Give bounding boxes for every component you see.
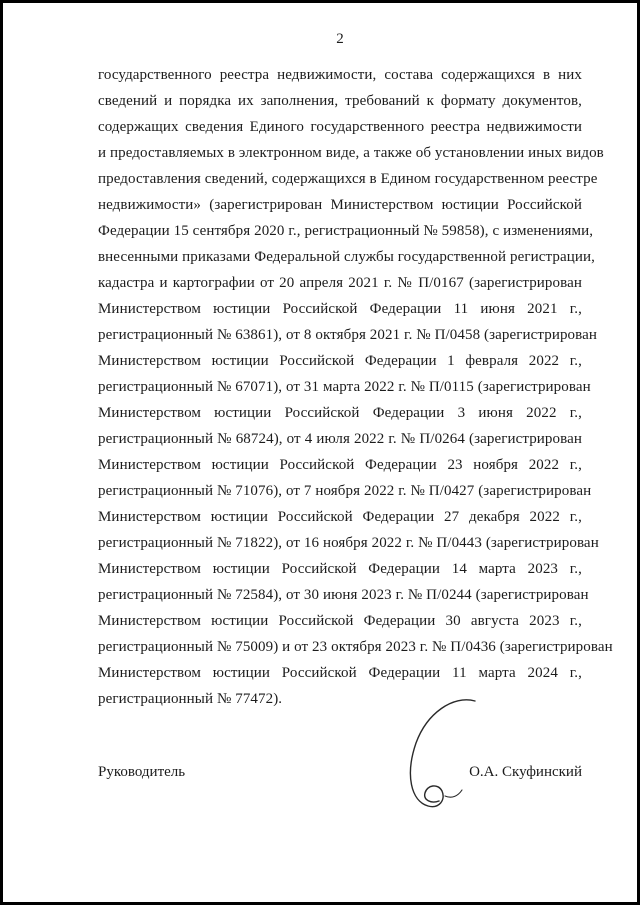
position-label: Руководитель [98,764,186,780]
body-line: регистрационный № 77472). [98,691,283,707]
body-line: содержащих сведения Единого государственного реестра недвижимости [98,119,582,135]
signatory-name: О.А. Скуфинский [469,764,582,780]
body-line: недвижимости» (зарегистрирован Министерством юстиции Российской [98,197,582,213]
body-line: кадастра и картографии от 20 апреля 2021 г. № П/0167 (зарегистрирован [98,275,582,291]
body-line: Министерством юстиции Российской Федерации 14 марта 2023 г., [98,561,582,577]
body-line: регистрационный № 75009) и от 23 октября 2023 г. № П/0436 (зарегистрирован [98,639,613,655]
page-number: 2 [336,31,344,47]
body-line: внесенными приказами Федеральной службы государственной регистрации, [98,249,595,265]
body-line: регистрационный № 72584), от 30 июня 2023 г. № П/0244 (зарегистрирован [98,587,589,603]
body-line: предоставления сведений, содержащихся в Едином государственном реестре [98,171,598,187]
body-line: Министерством юстиции Российской Федерации 27 декабря 2022 г., [98,509,582,525]
body-line: Министерством юстиции Российской Федерации 1 февраля 2022 г., [98,353,582,369]
body-line: регистрационный № 71822), от 16 ноября 2022 г. № П/0443 (зарегистрирован [98,535,599,551]
body-line: государственного реестра недвижимости, состава содержащихся в них [98,67,582,83]
body-line: регистрационный № 68724), от 4 июля 2022 г. № П/0264 (зарегистрирован [98,431,582,447]
body-line: Министерством юстиции Российской Федерации 11 марта 2024 г., [98,665,582,681]
body-line: сведений и порядка их заполнения, требований к формату документов, [98,93,582,109]
body-line: Министерством юстиции Российской Федерации 3 июня 2022 г., [98,405,582,421]
body-line: Министерством юстиции Российской Федерации 11 июня 2021 г., [98,301,582,317]
body-line: регистрационный № 71076), от 7 ноября 2022 г. № П/0427 (зарегистрирован [98,483,592,499]
handwritten-signature [395,695,487,815]
signature-block [98,764,582,781]
body-line: и предоставляемых в электронном виде, а также об установлении иных видов [98,145,604,161]
body-line: Министерством юстиции Российской Федерации 23 ноября 2022 г., [98,457,582,473]
body-line: регистрационный № 67071), от 31 марта 2022 г. № П/0115 (зарегистрирован [98,379,591,395]
body-line: Федерации 15 сентября 2020 г., регистрационный № 59858), с изменениями, [98,223,594,239]
body-line: Министерством юстиции Российской Федерации 30 августа 2023 г., [98,613,582,629]
body-text-block [98,62,613,712]
body-line: регистрационный № 63861), от 8 октября 2021 г. № П/0458 (зарегистрирован [98,327,598,343]
